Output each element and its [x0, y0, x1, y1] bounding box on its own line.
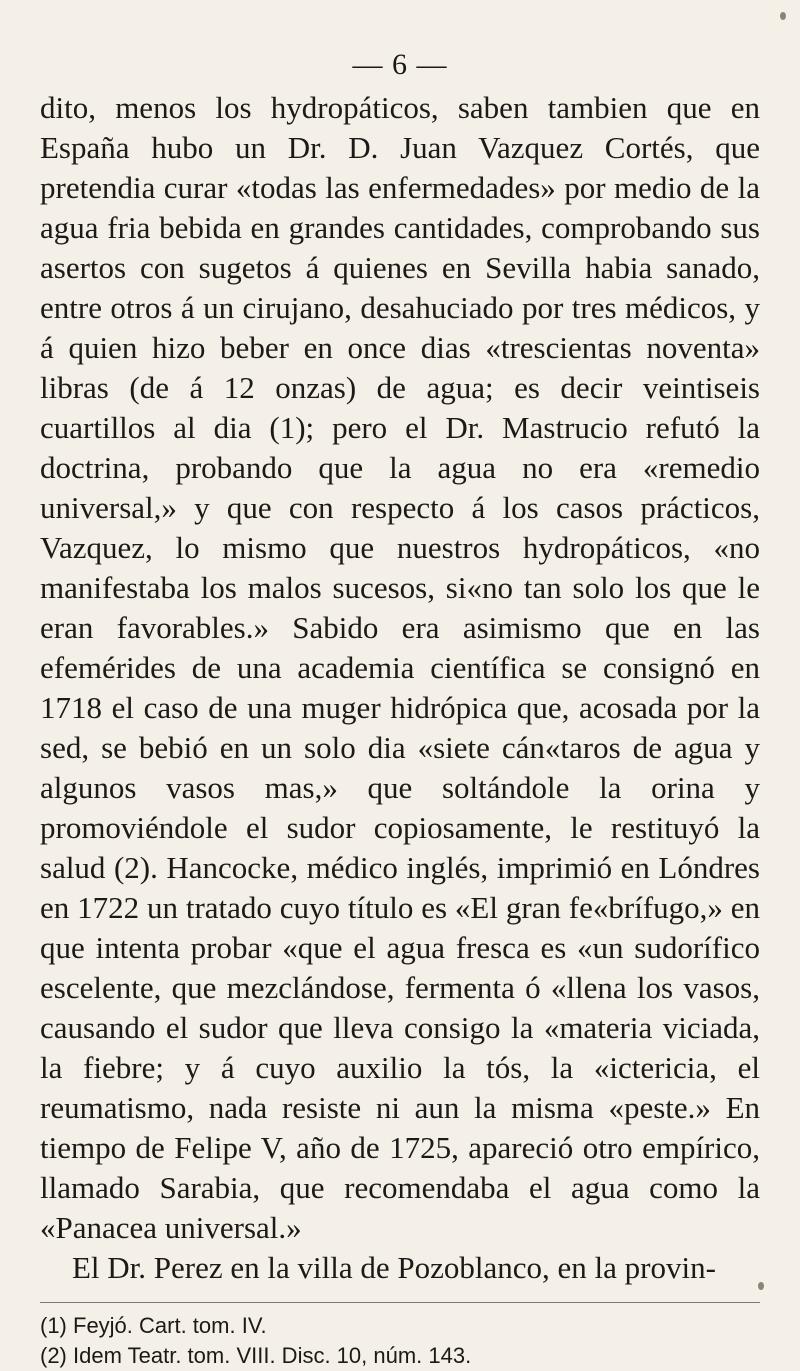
body-text [40, 88, 760, 1288]
paragraph-2: El Dr. Perez en la villa de Pozoblanco, en la provin- [72, 1250, 716, 1285]
footnotes [40, 1311, 760, 1371]
book-page [40, 48, 760, 1371]
paper-speck [780, 12, 786, 20]
paragraph-1: dito, menos los hydropáticos, saben tambien que en España hubo un Dr. D. Juan Vazquez Cortés, que pretendia curar «todas las enfermedades» por medio de la agua fria bebida en grandes cantidades, comprobando sus asertos con sugetos á quienes en Sevilla habia sanado, entre otros á un cirujano, desahuciado por tres médicos, y á quien hizo beber en once dias «trescientas noventa» libras (de á 12 onzas) de agua; es decir veintiseis cuartillos al dia (1); pero el Dr. Mastrucio refutó la doctrina, probando que la agua no era «remedio universal,» y que con respecto á los casos prácticos, Vazquez, lo mismo que nuestros hydropáticos, «no manifestaba los malos sucesos, si«no tan solo los que le eran favorables.» Sabido era asimismo que en las efemérides de una academia científica se consignó en 1718 el caso de una muger hidrópica que, acosada por la sed, se bebió en un solo dia «siete cán«taros de agua y algunos vasos mas,» que soltándole la orina y promoviéndole el sudor copiosamente, le restituyó la salud (2). Hancocke, médico inglés, imprimió en Lóndres en 1722 un tratado cuyo título es «El gran fe«brífugo,» en que intenta probar «que el agua fresca es «un sudorífico escelente, que mezclándose, fermenta ó «llena los vasos, causando el sudor que lleva consigo la «materia viciada, la fiebre; y á cuyo auxilio la tós, la «ictericia, el reumatismo, nada resiste ni aun la misma «peste.» En tiempo de Felipe V, año de 1725, apareció otro empírico, llamado Sarabia, que recomendaba el agua como la «Panacea universal.» [40, 90, 760, 1245]
footnote-1: (1) Feyjó. Cart. tom. IV. [40, 1313, 267, 1338]
footnote-2: (2) Idem Teatr. tom. VIII. Disc. 10, núm. 143. [40, 1343, 472, 1368]
page-number: — 6 — [352, 48, 448, 81]
footnote-divider [40, 1302, 760, 1303]
paper-speck [758, 1282, 764, 1290]
